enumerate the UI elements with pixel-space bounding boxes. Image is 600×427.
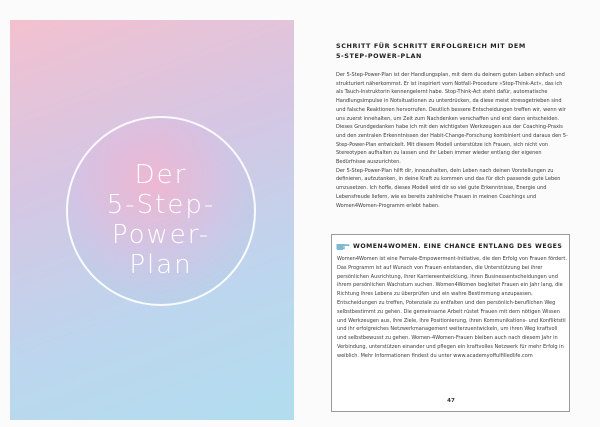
info-box-text: Women4Women ist eine Female-Empowerment-Initiative, die den Erfolg von Frauen fördert. Das Programm ist auf Wunsch von Frauen entstanden, die Unterstützung bei ihrer persönlichen Ausrichtung, ihrer Karriereentwicklung, ihren Businessentscheidungen und ihrem persönlichen Wachstum suchen. Women4Women begleitet Frauen ein Jahr lang, die Richtung ihres Lebens zu überprüfen und ein wahre Bestimmung anzupassen, Entscheidungen zu treffen, Potenziale zu entfalten und den persönlich-beruflichen Weg selbstbestimmt zu gehen. Die gemeinsame Arbeit rüstet Frauen mit dem nötigen Wissen und Werkzeugen aus, ihre Ziele, ihre Positionierung, ihren Kommunikations- und Konfliktstil und ihr erfolgreiches Netzwerkmanagement weiterzuentwickeln, um ihren Weg kraftvoll und selbstbewusst zu gehen. Women-4Women-Frauen bleiben auch nach diesem Jahr in Verbindung, unterstützen einander und pflegen ein kraftvolles Netzwerk für mehr Erfolg in weiblich. Mehr Informationen findest du unter www.academyoffulfilledlife.com <box>337 256 567 359</box>
chapter-title: Der 5-Step- Power- Plan <box>106 160 216 280</box>
title-circle <box>66 116 256 306</box>
cover-gradient-panel <box>10 20 294 420</box>
right-page <box>300 0 600 427</box>
info-box-title: WOMEN4WOMEN. EINE CHANCE ENTLANG DES WEGES <box>353 242 563 250</box>
section-heading: SCHRITT FÜR SCHRITT ERFOLGREICH MIT DEM 5-STEP-POWER-PLAN <box>336 42 526 60</box>
pointing-hand-icon <box>336 241 350 251</box>
body-text <box>336 71 568 210</box>
info-box-header <box>336 241 566 251</box>
paragraph: Der 5-Step-Power-Plan ist der Handlungsplan, mit dem du deinem guten Leben einfach und strukturiert näherkommst. Er ist inspiriert vom Notfall-Procedure »Stop-Think-Act«, das ich als Tauch-Instruktorin kennengelernt habe. Stop-Think-Act steht dafür, automatische Handlungsimpulse in Notsituationen zu unterdrücken, da diese meist stressgetrieben sind und falsche Reaktionen hervorrufen. Deutlich bessere Entscheidungen treffen wir, wenn wir uns zuerst innehalten, um Zeit zum Nachdenken verschaffen und erst dann entscheiden. Dieses Grundgedanken habe ich mit den wichtigsten Werkzeugen aus der Coaching-Praxis und den zentralen Erkenntnissen der Habit-Change-Forschung kombiniert und daraus den 5-Step-Power-Plan entwickelt. Mit diesem Modell unterstütze ich Frauen, sich nicht von Stereotypen aufhalten zu lassen und ihr Leben immer wieder entlang der eigenen Bedürfnisse auszurichten. <box>336 72 568 166</box>
page-number: 47 <box>447 398 455 404</box>
info-box <box>331 234 570 412</box>
paragraph: Der 5-Step-Power-Plan hilft dir, innezuhalten, dein Leben nach deinen Vorstellungen zu definieren, aufzutanken, in deine Kraft zu kommen und das für dich passende gute Leben umzusetzen. Ich hoffe, dieses Modell wird dir so viel gute Erkenntnisse, Energie und Lebensfreude liefern, wie es bereits zahlreiche Frauen in meinen Coachings und Women4Women-Programm erlebt haben. <box>336 167 561 209</box>
